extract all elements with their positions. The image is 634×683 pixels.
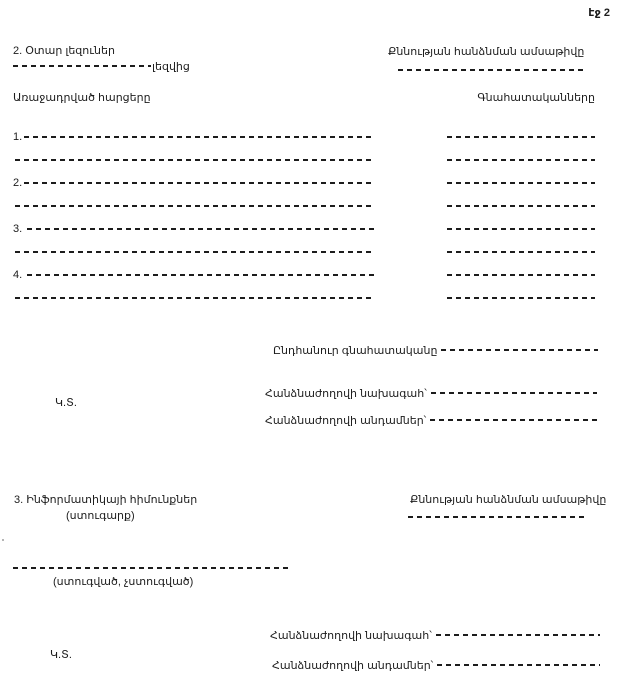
section2-questions-label: Առաջադրված հարցերը	[13, 92, 151, 104]
members-label: Հանձնաժողովի անդամներ՝	[265, 414, 427, 427]
section2-exam-date-blank-line	[398, 69, 584, 71]
question-number: 2.	[13, 177, 23, 189]
section2-exam-date-label: Քննության հանձնման ամսաթիվը	[388, 46, 585, 58]
language-suffix-label: լեզվից	[152, 60, 190, 73]
page-speck	[2, 539, 4, 541]
question-blank-line	[27, 228, 375, 230]
section3-seal-label: Կ.Տ.	[50, 649, 72, 661]
question-row-4-cont	[13, 291, 375, 305]
question-number: 3.	[13, 223, 23, 235]
grade-blank-line	[447, 297, 595, 299]
question-blank-line	[24, 182, 375, 184]
grade-blank-line	[447, 205, 595, 207]
overall-grade-label: Ընդհանուր գնահատականը	[273, 344, 438, 357]
question-row-3-cont	[13, 245, 375, 259]
members-signature-blank-line	[430, 419, 597, 421]
question-row-1	[13, 130, 375, 144]
question-row-3	[13, 222, 375, 236]
question-blank-line	[24, 136, 375, 138]
section2-title: 2. Օտար լեզուներ	[13, 45, 115, 57]
page-number: էջ 2	[588, 7, 610, 19]
overall-grade-line	[273, 343, 598, 357]
question-row-2	[13, 176, 375, 190]
question-blank-line	[27, 274, 375, 276]
question-number: 1.	[13, 131, 23, 143]
overall-grade-blank-line	[441, 349, 598, 351]
section3-exam-date-blank-line	[408, 516, 588, 518]
section3-result-blank-line	[13, 567, 291, 569]
language-blank-line	[13, 65, 151, 67]
grade-blank-line	[447, 251, 595, 253]
question-blank-line	[15, 251, 375, 253]
section3-result-note: (ստուգված, չստուգված)	[53, 576, 194, 588]
chairman-signature-blank-line	[431, 392, 597, 394]
section2-chairman-line	[265, 386, 597, 400]
section3-chairman-line	[270, 628, 600, 642]
grade-blank-line	[447, 274, 595, 276]
section2-grades-label: Գնահատականները	[477, 92, 595, 104]
section3-exam-date-label: Քննության հանձնման ամսաթիվը	[410, 494, 607, 506]
grade-blank-line	[447, 136, 595, 138]
chairman-label: Հանձնաժողովի նախագահ՝	[265, 387, 427, 400]
section2-seal-label: Կ.Տ.	[55, 397, 77, 409]
question-number: 4.	[13, 269, 23, 281]
question-blank-line	[15, 297, 375, 299]
chairman-label: Հանձնաժողովի նախագահ՝	[270, 629, 432, 642]
section3-title: 3. Ինֆորմատիկայի հիմունքներ	[14, 494, 198, 506]
question-row-1-cont	[13, 153, 375, 167]
section2-language-line	[13, 59, 213, 73]
question-row-4	[13, 268, 375, 282]
members-label: Հանձնաժողովի անդամներ՝	[272, 659, 434, 672]
grade-blank-line	[447, 182, 595, 184]
section3-members-line	[272, 658, 600, 672]
question-row-2-cont	[13, 199, 375, 213]
grade-blank-line	[447, 228, 595, 230]
members-signature-blank-line	[437, 664, 600, 666]
question-blank-line	[15, 205, 375, 207]
grade-blank-line	[447, 159, 595, 161]
section3-subtitle: (ստուգարք)	[66, 510, 135, 522]
chairman-signature-blank-line	[436, 634, 600, 636]
question-blank-line	[15, 159, 375, 161]
section2-members-line	[265, 413, 597, 427]
